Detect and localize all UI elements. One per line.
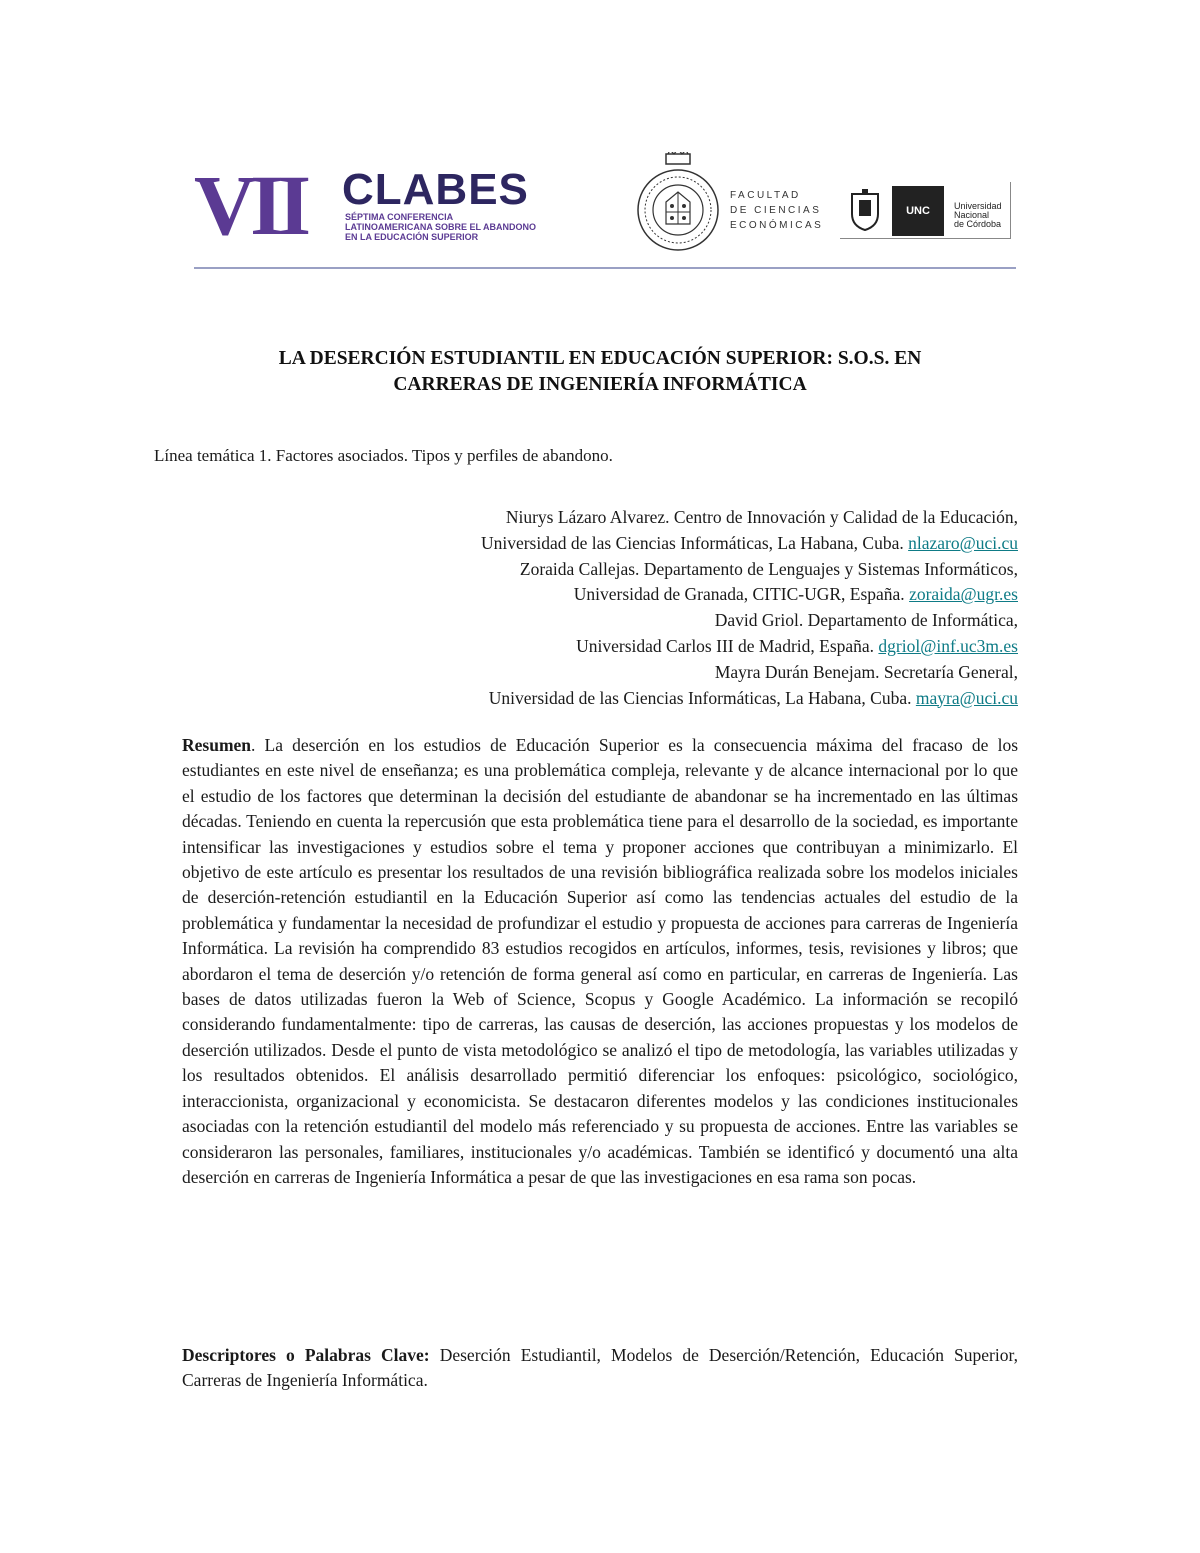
- author-affiliation-line: Niurys Lázaro Alvarez. Centro de Innovación y Calidad de la Educación,: [505, 507, 1018, 527]
- author-list: [118, 505, 1018, 711]
- abstract-paragraph: [182, 733, 1018, 1190]
- abstract-label: Resumen: [182, 735, 252, 755]
- paper-title-line: CARRERAS DE INGENIERÍA INFORMÁTICA: [393, 374, 807, 395]
- faculty-name-line: DE CIENCIAS: [730, 205, 822, 216]
- author-affiliation-line: [118, 634, 1018, 660]
- unc-shield-icon: [848, 188, 882, 232]
- paper-title-line: LA DESERCIÓN ESTUDIANTIL EN EDUCACIÓN SUPERIOR: S.O.S. EN: [278, 348, 922, 369]
- author-institution: Universidad de las Ciencias Informáticas, La Habana, Cuba.: [488, 687, 916, 708]
- clabes-subtitle-line: LATINOAMERICANA SOBRE EL ABANDONO: [345, 222, 536, 232]
- abstract-text: . La deserción en los estudios de Educación Superior es la consecuencia máxima del fracaso de los estudiantes en este nivel de enseñanza; es una problemática compleja, relevante y de alcance internacional por lo que el estudio de los factores que determinan la decisión del estudiante de abandonar se ha incrementado en las últimas décadas. Teniendo en cuenta la repercusión que esta problemática tiene para el desarrollo de la sociedad, es importante intensificar las investigaciones y estudios sobre el tema y proponer acciones que contribuyan a minimizarlo. El objetivo de este artículo es presentar los resultados de una revisión bibliográfica realizada sobre los modelos iniciales de deserción-retención estudiantil en la Educación Superior así como las tendencias actuales del estudio de la problemática y fundamentar la necesidad de profundizar el estudio y propuesta de acciones para carreras de Ingeniería Informática. La revisión ha comprendido 83 estudios recogidos en artículos, informes, tesis, revisiones y libros; que abordaron el tema de deserción y/o retención de forma general así como en particular, en carreras de Ingeniería. Las bases de datos utilizadas fueron la Web of Science, Scopus y Google Académico. La información se recopiló considerando fundamentalmente: tipo de carreras, las causas de deserción, las acciones propuestas y los modelos de deserción utilizados. Desde el punto de vista metodológico se analizó el tipo de metodología, las variables utilizadas y los resultados obtenidos. El análisis desarrollado permitió diferenciar los enfoques: psicológico, sociológico, interaccionista, organizacional y economicista. Se destacaron diferentes modelos y las condiciones institucionales asociadas con la retención estudiantil del modelo más referenciado y su propuesta de acciones. Entre las variables se consideraron las personales, familiares, institucionales y/o académicas. También se identificó y documentó una alta deserción en carreras de Ingeniería Informática a pesar de que las investigaciones en esa rama son pocas.: [182, 735, 1018, 1187]
- author-email-link[interactable]: mayra@uci.cu: [915, 687, 1018, 708]
- unc-name: [954, 202, 1002, 229]
- thematic-line: Línea temática 1. Factores asociados. Tipos y perfiles de abandono.: [154, 446, 613, 465]
- unc-logo-box: UNC: [892, 186, 944, 236]
- author-institution: Universidad de Granada, CITIC-UGR, España.: [573, 584, 910, 605]
- paper-title: [150, 346, 1050, 398]
- keywords-paragraph: [182, 1343, 1018, 1394]
- author-affiliation-line: Zoraida Callejas. Departamento de Lenguajes y Sistemas Informáticos,: [519, 558, 1018, 579]
- header-divider: [194, 267, 1016, 269]
- unc-name-line: Nacional: [954, 210, 990, 220]
- clabes-subtitle-line: EN LA EDUCACIÓN SUPERIOR: [345, 232, 479, 242]
- author-affiliation-line: Mayra Durán Benejam. Secretaría General,: [714, 661, 1018, 682]
- clabes-subtitle-line: SÉPTIMA CONFERENCIA: [345, 212, 454, 222]
- clabes-logo-text: CLABES: [342, 165, 529, 214]
- clabes-subtitle: [345, 212, 536, 242]
- author-email-link[interactable]: nlazaro@uci.cu: [908, 532, 1018, 553]
- author-institution: Universidad Carlos III de Madrid, España.: [576, 635, 879, 656]
- faculty-name-line: FACULTAD: [730, 190, 801, 201]
- faculty-crest-icon: [636, 152, 720, 264]
- conference-header: [192, 150, 1018, 272]
- unc-name-line: Universidad: [954, 201, 1002, 211]
- faculty-name: [730, 188, 823, 233]
- author-affiliation-line: [118, 582, 1018, 608]
- author-affiliation-line: [118, 686, 1018, 712]
- keywords-label: Descriptores o Palabras Clave:: [182, 1345, 430, 1365]
- author-email-link[interactable]: dgriol@inf.uc3m.es: [878, 635, 1018, 656]
- author-institution: Universidad de las Ciencias Informáticas, La Habana, Cuba.: [480, 532, 909, 553]
- keywords-text: Deserción Estudiantil, Modelos de Deserción/Retención, Educación Superior, Carreras de Ingeniería Informática.: [182, 1345, 1018, 1391]
- author-affiliation-line: David Griol. Departamento de Informática,: [714, 610, 1018, 631]
- author-email-link[interactable]: zoraida@ugr.es: [909, 584, 1018, 605]
- author-affiliation-line: [118, 531, 1018, 557]
- unc-name-line: de Córdoba: [954, 219, 1002, 229]
- faculty-name-line: ECONÓMICAS: [730, 220, 824, 231]
- vii-logo-text: VII: [194, 157, 306, 253]
